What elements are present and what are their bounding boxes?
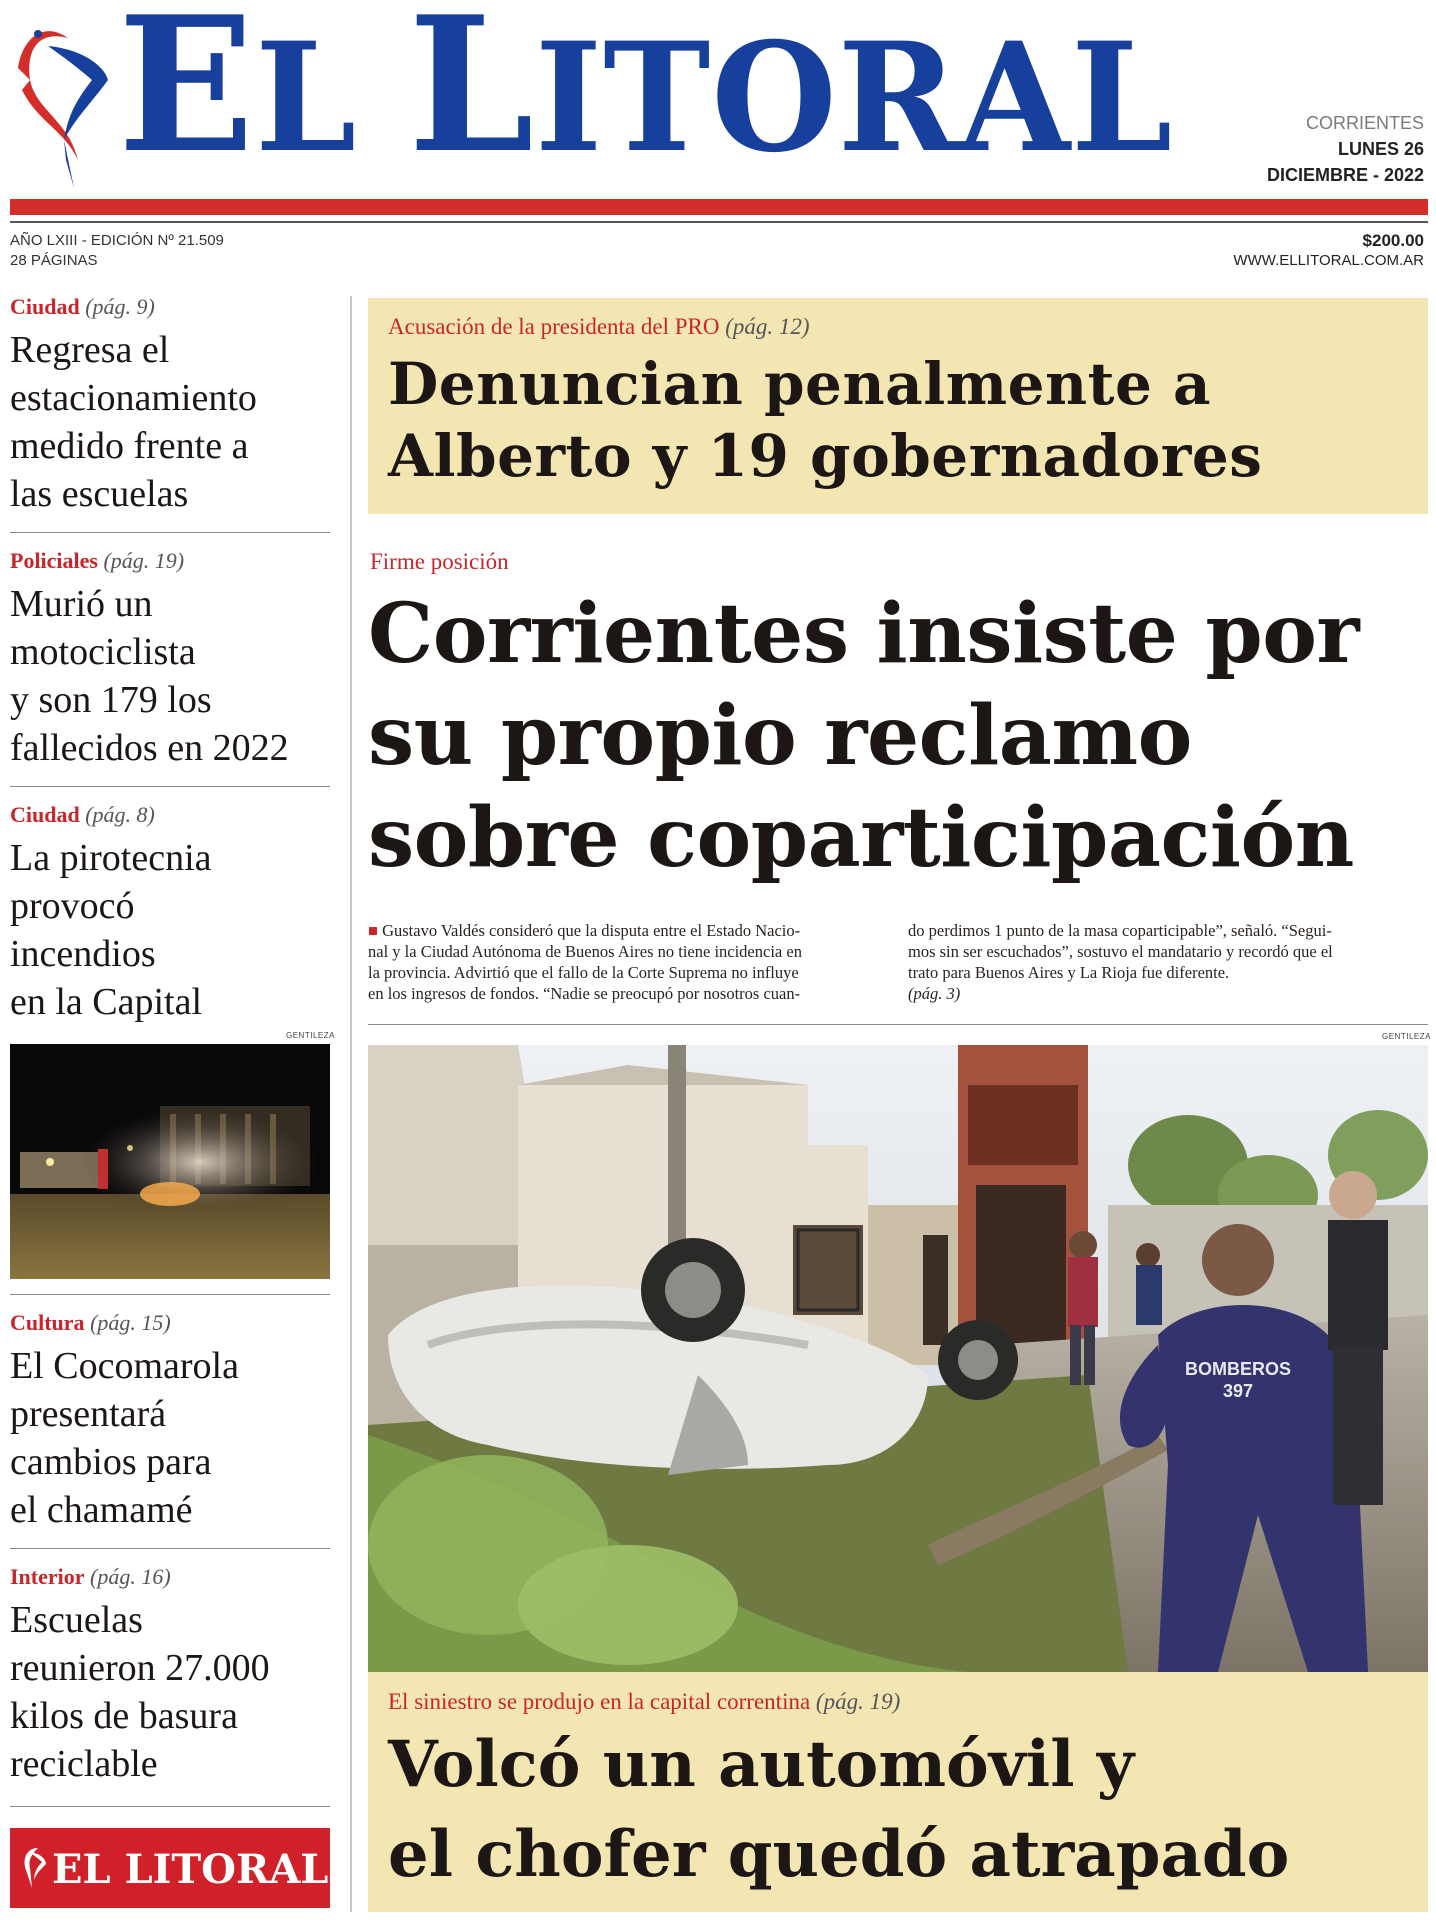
story-headline: Escuelas reunieron 27.000 kilos de basura reciclable <box>10 1599 270 1785</box>
sidebar-divider <box>10 1294 330 1295</box>
footer-logo-text: EL LITORAL <box>52 1846 329 1893</box>
vest-text-2: 397 <box>1222 1381 1254 1401</box>
story-kicker: Cultura (pág. 15) <box>10 1310 171 1335</box>
litoral-logo-icon <box>8 10 120 188</box>
sidebar-divider <box>10 786 330 787</box>
sidebar-divider <box>10 1806 330 1807</box>
lead-story-body-left: ■ Gustavo Valdés consideró que la disputa entre el Estado Nacio- nal y la Ciudad Autónoma de Buenos Aires no tiene incidencia en la provincia. Advirtió que el fallo de la Corte Suprema no influye en los ingresos de fondos. “Nadie se preocupó por nosotros cuan- <box>368 921 802 1003</box>
price: $200.00 <box>1362 231 1424 250</box>
thumb-photo-credit: GENTILEZA <box>286 1031 335 1040</box>
bottom-story-headline: Volcó un automóvil y el chofer quedó atrapado <box>388 1727 1290 1892</box>
date-label: DICIEMBRE - 2022 <box>1266 165 1424 185</box>
story-kicker: Policiales (pág. 19) <box>10 548 185 573</box>
sidebar-story-4[interactable] <box>10 1310 330 1534</box>
column-divider <box>350 296 352 1912</box>
edition-number: AÑO LXIII - EDICIÓN Nº 21.509 <box>10 232 224 249</box>
sidebar-story-3[interactable] <box>10 802 330 1026</box>
bullet-square-icon: ■ <box>368 921 378 940</box>
weekday-label: LUNES 26 <box>1337 139 1424 159</box>
page-reference: (pág. 3) <box>908 984 961 1003</box>
story-headline: La pirotecnia provocó incendios en la Capital <box>10 837 212 1023</box>
sidebar-divider <box>10 1548 330 1549</box>
bottom-story-kicker: El siniestro se produjo en la capital correntina (pág. 19) <box>388 1689 901 1714</box>
story-kicker: Interior (pág. 16) <box>10 1564 171 1589</box>
top-story-kicker: Acusación de la presidenta del PRO (pág. 12) <box>388 314 810 339</box>
overturned-car-photo[interactable] <box>368 1045 1428 1672</box>
lead-story-body-right: do perdimos 1 punto de la masa coparticipable”, señaló. “Segui- mos sin ser escuchados”, sostuvo el mandatario y recordó que el trato para Buenos Aires y La Rioja fue diferente. (pág. 3) <box>908 920 1428 1004</box>
story-headline: El Cocomarola presentará cambios para el chamamé <box>10 1345 239 1531</box>
top-story-headline: Denuncian penalmente a Alberto y 19 gobernadores <box>388 350 1263 490</box>
overturned-car-photo-image <box>368 1045 1428 1672</box>
edition-info <box>10 231 224 271</box>
lead-story-headline[interactable]: Corrientes insiste por su propio reclamo sobre coparticipación <box>368 586 1360 886</box>
sidebar-story-1[interactable] <box>10 294 330 518</box>
fireworks-photo-image <box>10 1044 330 1279</box>
date-block <box>1267 110 1424 188</box>
story-headline: Regresa el estacionamiento medido frente a las escuelas <box>10 329 257 515</box>
sidebar-divider <box>10 532 330 533</box>
city-label: CORRIENTES <box>1305 113 1424 133</box>
lead-story-kicker: Firme posición <box>370 549 509 574</box>
story-headline: Murió un motociclista y son 179 los fallecidos en 2022 <box>10 583 289 769</box>
sidebar-story-2[interactable] <box>10 548 330 772</box>
price-info <box>1233 231 1424 271</box>
sidebar-story-5[interactable] <box>10 1564 330 1788</box>
masthead-divider <box>10 221 1428 223</box>
lead-divider <box>368 1024 1428 1025</box>
masthead-red-bar <box>10 199 1428 215</box>
story-kicker: Ciudad (pág. 8) <box>10 802 155 827</box>
footer-logo-bird-icon <box>20 1844 48 1892</box>
website-link[interactable]: WWW.ELLITORAL.COM.AR <box>1233 252 1424 269</box>
page-count: 28 PÁGINAS <box>10 252 98 269</box>
main-photo-credit: GENTILEZA <box>1382 1032 1431 1041</box>
fireworks-photo[interactable] <box>10 1044 330 1279</box>
story-kicker: Ciudad (pág. 9) <box>10 294 155 319</box>
vest-text-1: BOMBEROS <box>1184 1359 1292 1379</box>
masthead-title: EL LITORAL <box>118 0 1174 194</box>
